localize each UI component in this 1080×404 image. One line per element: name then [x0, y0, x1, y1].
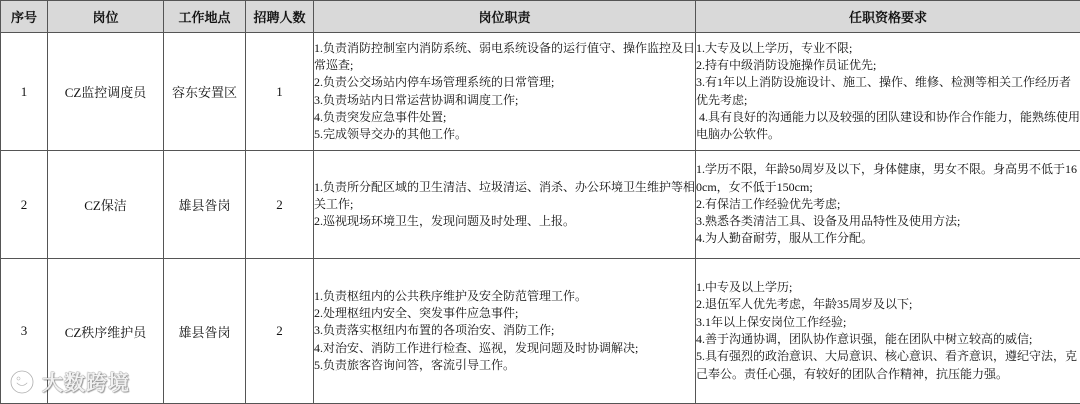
duties-cell	[314, 151, 696, 259]
duty-item: 2.巡视现场环境卫生，发现问题及时处理、上报。	[314, 213, 695, 230]
headcount-cell: 2	[246, 151, 314, 259]
duties-cell	[314, 259, 696, 404]
duty-item: 3.负责落实枢纽内布置的各项治安、消防工作;	[314, 322, 695, 339]
duty-item: 1.负责消防控制室内消防系统、弱电系统设备的运行值守、操作监控及日常巡查;	[314, 40, 695, 75]
requirement-item: 1.学历不限，年龄50周岁及以下，身体健康，男女不限。身高男不低于160cm，女不低于150cm;	[696, 161, 1080, 196]
header-cell-headcount: 招聘人数	[246, 1, 314, 33]
requirement-item: 3.有1年以上消防设施设计、施工、操作、维修、检测等相关工作经历者优先考虑;	[696, 74, 1080, 109]
position-cell: CZ监控调度员	[48, 33, 164, 151]
duty-item: 4.负责突发应急事件处置;	[314, 109, 695, 126]
requirement-item: 1.大专及以上学历，专业不限;	[696, 40, 1080, 57]
headcount-cell: 2	[246, 259, 314, 404]
index-cell: 2	[1, 151, 48, 259]
header-row	[1, 1, 1080, 33]
requirement-item: 3.熟悉各类清洁工具、设备及用品特性及使用方法;	[696, 213, 1080, 230]
position-cell: CZ秩序维护员	[48, 259, 164, 404]
requirement-item: 1.中专及以上学历;	[696, 279, 1080, 296]
duties-cell	[314, 33, 696, 151]
location-cell: 容东安置区	[164, 33, 246, 151]
headcount-cell: 1	[246, 33, 314, 151]
index-cell: 1	[1, 33, 48, 151]
requirement-item: 4.为人勤奋耐劳，服从工作分配。	[696, 230, 1080, 247]
index-cell: 3	[1, 259, 48, 404]
duty-item: 1.负责所分配区域的卫生清洁、垃圾清运、消杀、办公环境卫生维护等相关工作;	[314, 179, 695, 214]
position-cell: CZ保洁	[48, 151, 164, 259]
requirements-cell	[696, 151, 1080, 259]
header-cell-duties: 岗位职责	[314, 1, 696, 33]
table-row	[1, 151, 1080, 259]
header-cell-requirements: 任职资格要求	[696, 1, 1080, 33]
duty-item: 1.负责枢纽内的公共秩序维护及安全防范管理工作。	[314, 288, 695, 305]
duty-item: 5.完成领导交办的其他工作。	[314, 126, 695, 143]
requirement-item: 4.具有良好的沟通能力以及较强的团队建设和协作合作能力，能熟练使用电脑办公软件。	[696, 109, 1080, 144]
table-row	[1, 259, 1080, 404]
location-cell: 雄县昝岗	[164, 259, 246, 404]
requirements-cell	[696, 259, 1080, 404]
header-cell-index: 序号	[1, 1, 48, 33]
requirement-item: 5.具有强烈的政治意识、大局意识、核心意识、看齐意识，遵纪守法，克己奉公。责任心强，有较好的团队合作精神，抗压能力强。	[696, 348, 1080, 383]
requirement-item: 2.退伍军人优先考虑，年龄35周岁及以下;	[696, 296, 1080, 313]
duty-item: 2.处理枢纽内安全、突发事件应急事件;	[314, 305, 695, 322]
requirement-item: 4.善于沟通协调，团队协作意识强，能在团队中树立较高的威信;	[696, 331, 1080, 348]
duty-item: 2.负责公交场站内停车场管理系统的日常管理;	[314, 74, 695, 91]
header-cell-position: 岗位	[48, 1, 164, 33]
location-cell: 雄县昝岗	[164, 151, 246, 259]
duty-item: 4.对治安、消防工作进行检查、巡视，发现问题及时协调解决;	[314, 340, 695, 357]
requirement-item: 3.1年以上保安岗位工作经验;	[696, 314, 1080, 331]
header-cell-location: 工作地点	[164, 1, 246, 33]
requirements-cell	[696, 33, 1080, 151]
duty-item: 5.负责旅客咨询问答，客流引导工作。	[314, 357, 695, 374]
table-row	[1, 33, 1080, 151]
requirement-item: 2.有保洁工作经验优先考虑;	[696, 196, 1080, 213]
watermark-text: 大数跨境	[42, 367, 130, 397]
duty-item: 3.负责场站内日常运营协调和调度工作;	[314, 92, 695, 109]
requirement-item: 2.持有中级消防设施操作员证优先;	[696, 57, 1080, 74]
